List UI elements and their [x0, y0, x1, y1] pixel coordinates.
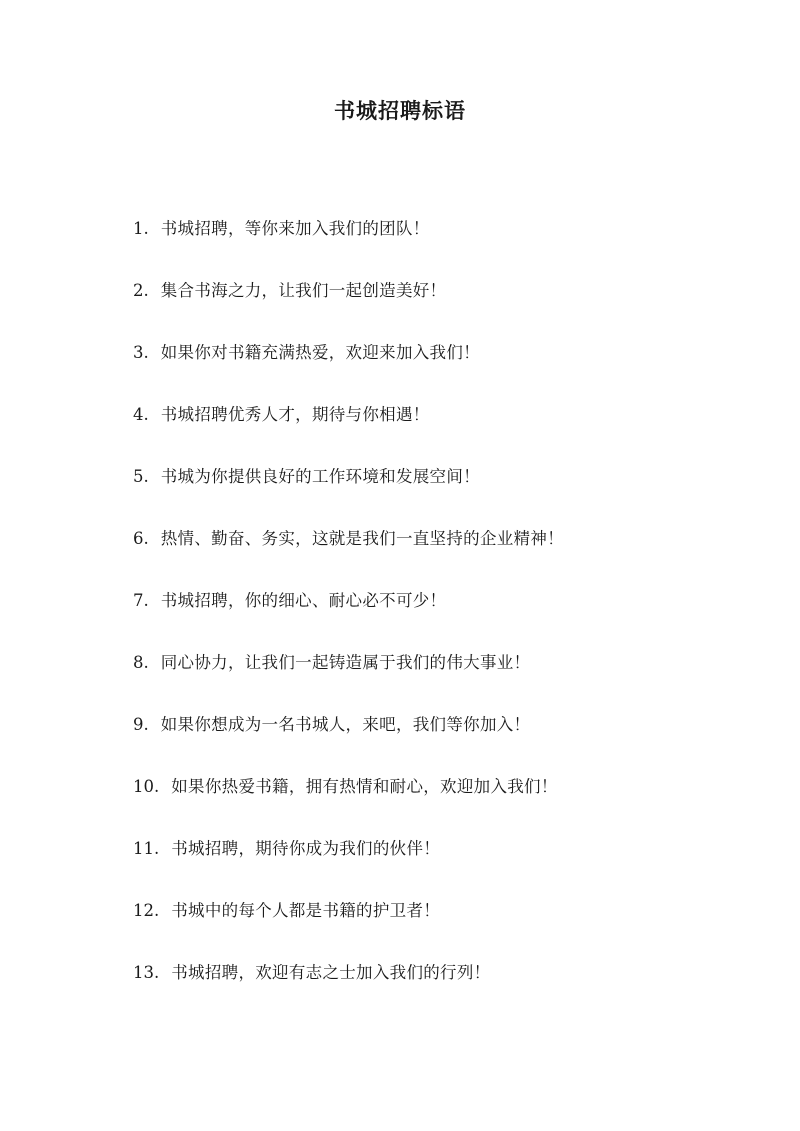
- list-item: [133, 276, 753, 338]
- item-number: 1.: [133, 219, 149, 238]
- list-item: [133, 586, 753, 648]
- item-number: 10.: [133, 777, 160, 796]
- page-title: 书城招聘标语: [334, 98, 466, 123]
- item-number: 2.: [133, 281, 149, 300]
- item-number: 5.: [133, 467, 149, 486]
- list-item: [133, 958, 753, 1020]
- list-item: [133, 896, 753, 958]
- list-item: [133, 524, 753, 586]
- item-text: 同心协力，让我们一起铸造属于我们的伟大事业！: [160, 653, 531, 672]
- item-text: 如果你想成为一名书城人，来吧，我们等你加入！: [160, 715, 531, 734]
- item-number: 6.: [133, 529, 149, 548]
- item-text: 书城为你提供良好的工作环境和发展空间！: [160, 467, 480, 486]
- item-text: 书城招聘，期待你成为我们的伙伴！: [171, 839, 441, 858]
- item-text: 如果你热爱书籍，拥有热情和耐心，欢迎加入我们！: [171, 777, 558, 796]
- item-number: 13.: [133, 963, 160, 982]
- item-text: 集合书海之力，让我们一起创造美好！: [160, 281, 447, 300]
- list-item: [133, 214, 753, 276]
- list-item: [133, 834, 753, 896]
- item-number: 9.: [133, 715, 149, 734]
- item-number: 3.: [133, 343, 149, 362]
- list-item: [133, 648, 753, 710]
- slogan-list: [133, 214, 753, 1020]
- list-item: [133, 338, 753, 400]
- item-text: 如果你对书籍充满热爱，欢迎来加入我们！: [160, 343, 480, 362]
- item-number: 4.: [133, 405, 149, 424]
- item-text: 书城招聘，等你来加入我们的团队！: [160, 219, 430, 238]
- list-item: [133, 462, 753, 524]
- list-item: [133, 400, 753, 462]
- item-number: 11.: [133, 839, 160, 858]
- item-text: 书城招聘，欢迎有志之士加入我们的行列！: [171, 963, 491, 982]
- item-text: 书城招聘优秀人才，期待与你相遇！: [160, 405, 430, 424]
- item-text: 热情、勤奋、务实，这就是我们一直坚持的企业精神！: [160, 529, 564, 548]
- item-number: 8.: [133, 653, 149, 672]
- list-item: [133, 710, 753, 772]
- item-text: 书城招聘，你的细心、耐心必不可少！: [160, 591, 447, 610]
- item-text: 书城中的每个人都是书籍的护卫者！: [171, 901, 441, 920]
- list-item: [133, 772, 753, 834]
- item-number: 12.: [133, 901, 160, 920]
- item-number: 7.: [133, 591, 149, 610]
